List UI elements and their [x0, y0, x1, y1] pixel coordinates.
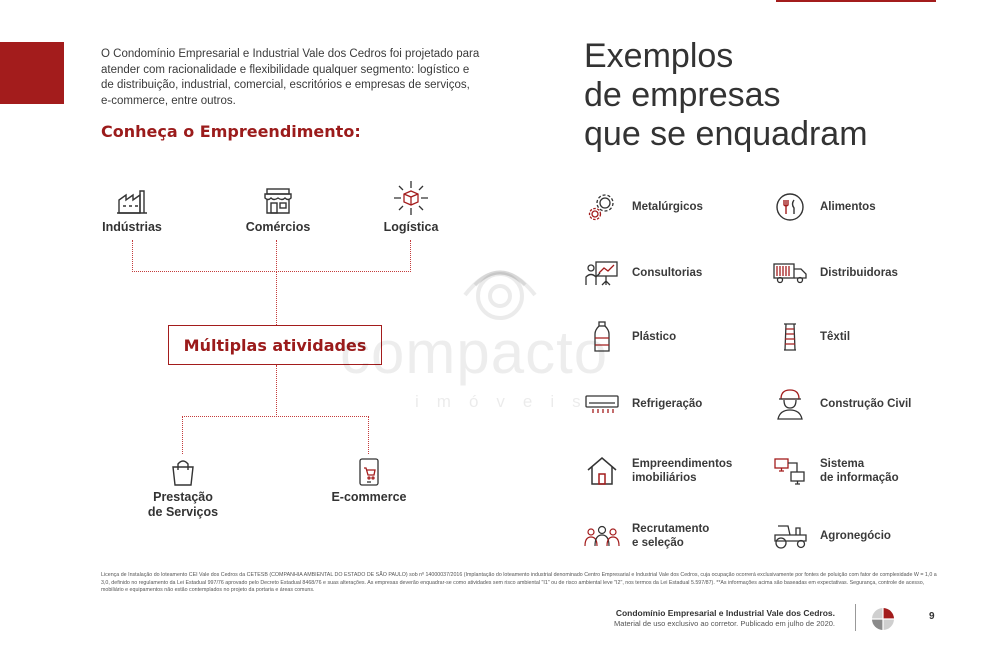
connector-line [276, 365, 277, 417]
connector-line [276, 240, 277, 272]
section-heading: Conheça o Empreendimento: [101, 122, 361, 141]
construction-worker-icon [772, 387, 808, 421]
category-construcao-civil: Construção Civil [772, 387, 911, 421]
connector-line [132, 271, 411, 272]
footer-title: Condomínio Empresarial e Industrial Vale dos Cedros. [615, 608, 835, 618]
connector-line [182, 416, 183, 454]
category-consultorias: Consultorias [584, 256, 702, 290]
tractor-icon [772, 519, 808, 553]
house-icon [584, 454, 620, 488]
category-textil: Têxtil [772, 320, 850, 354]
node-prestacao: Prestação de Serviços [138, 458, 228, 520]
presentation-icon [584, 256, 620, 290]
red-accent-block [0, 42, 64, 104]
node-industrias: Indústrias [96, 186, 168, 235]
shopping-bag-icon [170, 458, 196, 486]
intro-paragraph: O Condomínio Empresarial e Industrial Vale dos Cedros foi projetado para atender com racionalidade e flexibilidade qualquer segmento: logístico e de distribuição, industrial, comercial, escritórios e empresas de serviços, e-commerce, entre outros. [101, 48, 480, 107]
cutlery-icon [772, 190, 808, 224]
factory-icon [116, 186, 148, 216]
examples-title: Exemplos de empresas que se enquadram [584, 37, 868, 153]
category-label: Recrutamento e seleção [632, 523, 710, 549]
category-empreendimentos [584, 454, 732, 488]
legal-notice: Licença de Instalação do loteamento CEI Vale dos Cedros da CETESB (COMPANHIA AMBIENTAL DO ESTADO DE SÃO PAULO) sob nº 14000037/2016 (Implantação do loteamento industrial denominado Centro Empresarial e Industrial Vale dos Cedros, cuja ocupação ocorrerá exclusivamente por fontes de poluição com fator de complexidade W = 1,0 a 3,0, definido no regulamento da Lei Estadual 997/76 aprovado pelo Decreto Estadual 8468/76 e suas alterações. As empresas deverão enquadrar-se como atividades sem risco ambiental "I1" ou de risco ambiental leve "I2", nos termos da Lei Estadual 5.597/87). **As informações acima são baseadas em expectativas. Segurança, controle de acesso, mobiliário e equipamentos não estão contemplados no projeto da portaria e áreas comuns. [101, 572, 937, 593]
category-refrigeracao: Refrigeração [584, 387, 702, 421]
logistics-network-icon [393, 180, 429, 216]
gears-icon [584, 190, 620, 224]
multiplas-atividades-box: Múltiplas atividades [168, 325, 382, 365]
people-group-icon [584, 519, 620, 553]
brand-circle-icon [871, 607, 895, 631]
truck-icon [772, 256, 808, 290]
node-logistica: Logística [376, 180, 446, 235]
watermark-subtext: imóveis [415, 392, 599, 411]
category-metalurgicos: Metalúrgicos [584, 190, 703, 224]
thread-spool-icon [772, 320, 808, 354]
footer-divider [855, 604, 856, 631]
page-number: 9 [929, 611, 935, 622]
footer-text [614, 608, 835, 629]
category-plastico: Plástico [584, 320, 676, 354]
footer-subtitle: Material de uso exclusivo ao corretor. Publicado em julho de 2020. [614, 619, 835, 628]
connector-line [410, 240, 411, 272]
storefront-icon [262, 186, 294, 216]
category-agronegocio: Agronegócio [772, 519, 891, 553]
category-sistema-informacao [772, 454, 899, 488]
connector-line [276, 271, 277, 325]
category-label: Empreendimentos imobiliários [632, 458, 733, 484]
category-recrutamento [584, 519, 709, 553]
computer-network-icon [772, 454, 808, 488]
connector-line [132, 240, 133, 272]
mobile-cart-icon [358, 458, 380, 486]
category-distribuidoras: Distribuidoras [772, 256, 898, 290]
category-label: Sistema de informação [820, 458, 899, 484]
connector-line [368, 416, 369, 454]
node-ecommerce: E-commerce [322, 458, 416, 505]
watermark-text: compacto [340, 319, 609, 386]
node-comercios: Comércios [238, 186, 318, 235]
top-accent-line [776, 0, 936, 2]
category-alimentos: Alimentos [772, 190, 876, 224]
connector-line [182, 416, 369, 417]
